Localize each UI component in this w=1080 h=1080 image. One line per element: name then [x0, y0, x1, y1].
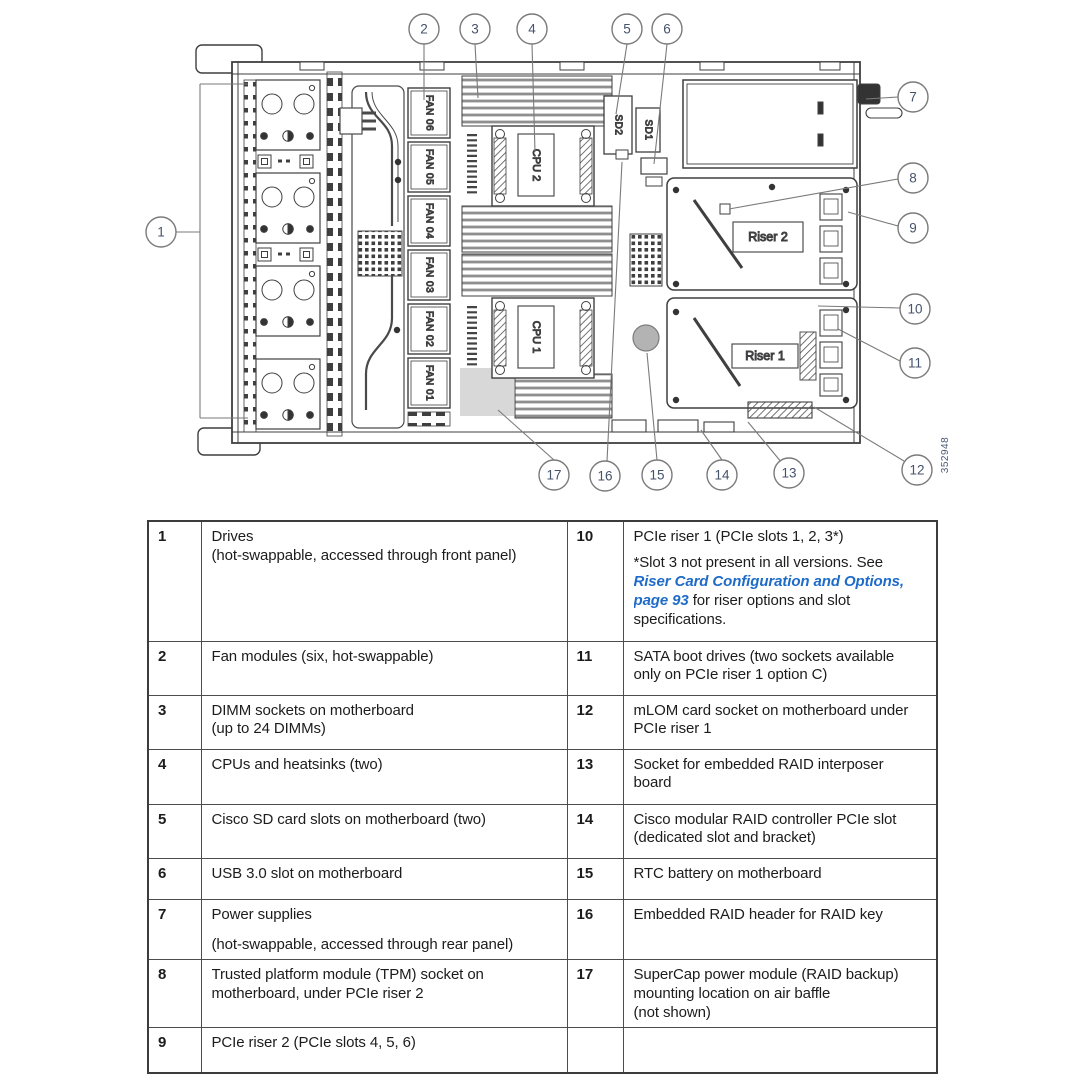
item-desc: [623, 521, 937, 641]
callout-4: 4: [528, 21, 536, 37]
table-row: [148, 521, 937, 641]
item-desc: [201, 749, 567, 804]
callout-3: 3: [471, 21, 479, 37]
desc-line: (not shown): [633, 1004, 711, 1022]
item-desc: [201, 521, 567, 641]
figure-number: 352948: [940, 436, 951, 474]
item-desc: [201, 695, 567, 749]
fan-modules: [408, 88, 450, 426]
raid-key-header: [616, 150, 628, 159]
callout-17: 17: [546, 467, 562, 483]
item-number: 2: [148, 641, 201, 695]
desc-line: Power supplies: [211, 905, 312, 923]
item-number: 12: [567, 695, 623, 749]
item-number: 6: [148, 858, 201, 899]
fan03-label: FAN 03: [423, 256, 435, 294]
pcie-riser2-tray: [667, 178, 857, 290]
pcie-riser1-tray: [667, 298, 857, 408]
riser-note: [634, 554, 931, 630]
callout-5: 5: [623, 21, 631, 37]
fan01-label: FAN 01: [423, 364, 435, 402]
desc-line: PCIe riser 1 (PCIe slots 1, 2, 3*): [633, 528, 844, 545]
table-row: [148, 1027, 937, 1073]
callout-14: 14: [714, 467, 730, 483]
desc-line: Socket for embedded RAID interposer: [633, 755, 884, 773]
table-row: [148, 804, 937, 858]
desc-line: motherboard, under PCIe riser 2: [211, 985, 424, 1003]
sas-connector: [340, 108, 362, 134]
item-number: 9: [148, 1027, 201, 1073]
callout-1: 1: [157, 224, 165, 240]
desc-line: USB 3.0 slot on motherboard: [211, 864, 403, 882]
rtc-battery: [633, 325, 659, 351]
item-number: [567, 1027, 623, 1073]
power-supply-bay: [683, 80, 902, 168]
raid-controller-slot: [658, 420, 698, 432]
table-row: [148, 749, 937, 804]
table-row: [148, 695, 937, 749]
item-number: 3: [148, 695, 201, 749]
legend-table: [147, 520, 938, 1074]
fan02-label: FAN 02: [423, 310, 435, 348]
sd2-label: SD2: [612, 114, 624, 136]
table-row: [148, 641, 937, 695]
mlom-socket-area: [748, 402, 812, 418]
desc-line: SuperCap power module (RAID backup): [633, 966, 899, 984]
desc-line: (dedicated slot and bracket): [633, 829, 816, 847]
cpu1-label: CPU 1: [530, 320, 542, 354]
item-desc: [623, 804, 937, 858]
server-top-view-diagram: [0, 0, 1080, 512]
cpu2-label: CPU 2: [530, 148, 542, 182]
item-desc: [623, 899, 937, 960]
item-desc: [623, 960, 937, 1028]
desc-line: (hot-swappable, accessed through rear panel): [211, 936, 514, 954]
riser-config-link[interactable]: Riser Card Configuration and Options,: [633, 572, 904, 590]
item-number: 14: [567, 804, 623, 858]
desc-line: SATA boot drives (two sockets available: [633, 647, 895, 665]
desc-line: *Slot 3 not present in all versions. See: [633, 553, 883, 571]
desc-line: (hot-swappable, accessed through front panel): [211, 546, 517, 564]
desc-line: Cisco SD card slots on motherboard (two): [211, 810, 486, 828]
item-desc: [201, 960, 567, 1028]
desc-line: Trusted platform module (TPM) socket on: [211, 966, 484, 984]
vent-grid: [358, 231, 402, 276]
table-row: [148, 960, 937, 1028]
callout-16: 16: [597, 468, 613, 484]
item-number: 5: [148, 804, 201, 858]
desc-line: PCIe riser 1: [633, 720, 712, 738]
riser2-label: Riser 2: [748, 230, 788, 244]
desc-line: Fan modules (six, hot-swappable): [211, 647, 434, 665]
item-number: 16: [567, 899, 623, 960]
item-desc: [201, 804, 567, 858]
raid-interposer-socket: [612, 420, 646, 432]
desc-line: Cisco modular RAID controller PCIe slot: [633, 810, 897, 828]
item-desc: [201, 641, 567, 695]
desc-line: PCIe riser 2 (PCIe slots 4, 5, 6): [211, 1033, 416, 1051]
callout-8: 8: [909, 170, 917, 186]
callout-6: 6: [663, 21, 671, 37]
item-number: 10: [567, 521, 623, 641]
item-desc: [623, 1027, 937, 1073]
desc-line: Embedded RAID header for RAID key: [633, 905, 883, 923]
callout-11: 11: [907, 355, 923, 371]
item-number: 17: [567, 960, 623, 1028]
item-number: 4: [148, 749, 201, 804]
item-number: 15: [567, 858, 623, 899]
desc-line: CPUs and heatsinks (two): [211, 755, 383, 773]
item-number: 11: [567, 641, 623, 695]
item-desc: [623, 749, 937, 804]
fan06-label: FAN 06: [423, 94, 435, 132]
item-number: 7: [148, 899, 201, 960]
desc-line: specifications.: [633, 610, 727, 628]
table-row: [148, 858, 937, 899]
center-connector-grid: [630, 234, 662, 286]
callout-10: 10: [907, 301, 923, 317]
item-number: 8: [148, 960, 201, 1028]
item-desc: [623, 695, 937, 749]
desc-line: board: [633, 774, 672, 792]
fan04-label: FAN 04: [423, 202, 435, 240]
riser-config-link[interactable]: page 93: [633, 591, 689, 609]
desc-line: (up to 24 DIMMs): [211, 720, 326, 738]
desc-line: mLOM card socket on motherboard under: [633, 701, 909, 719]
callout-13: 13: [781, 465, 797, 481]
callout-2: 2: [420, 21, 428, 37]
desc-text: for riser options and slot: [688, 591, 851, 609]
desc-line: Drives: [211, 528, 254, 545]
table-row: [148, 899, 937, 960]
item-number: 1: [148, 521, 201, 641]
callout-9: 9: [909, 220, 917, 236]
callout-15: 15: [649, 467, 665, 483]
desc-line: mounting location on air baffle: [633, 985, 831, 1003]
sd1-label: SD1: [642, 119, 654, 141]
item-desc: [201, 858, 567, 899]
desc-line: [634, 592, 931, 611]
item-number: 13: [567, 749, 623, 804]
fan05-label: FAN 05: [423, 148, 435, 186]
callout-12: 12: [909, 462, 925, 478]
item-desc: [201, 899, 567, 960]
riser1-label: Riser 1: [745, 349, 785, 363]
item-desc: [623, 641, 937, 695]
item-desc: [201, 1027, 567, 1073]
desc-line: RTC battery on motherboard: [633, 864, 822, 882]
desc-line: only on PCIe riser 1 option C): [633, 666, 828, 684]
desc-line: DIMM sockets on motherboard: [211, 701, 414, 719]
callout-7: 7: [909, 89, 917, 105]
item-desc: [623, 858, 937, 899]
